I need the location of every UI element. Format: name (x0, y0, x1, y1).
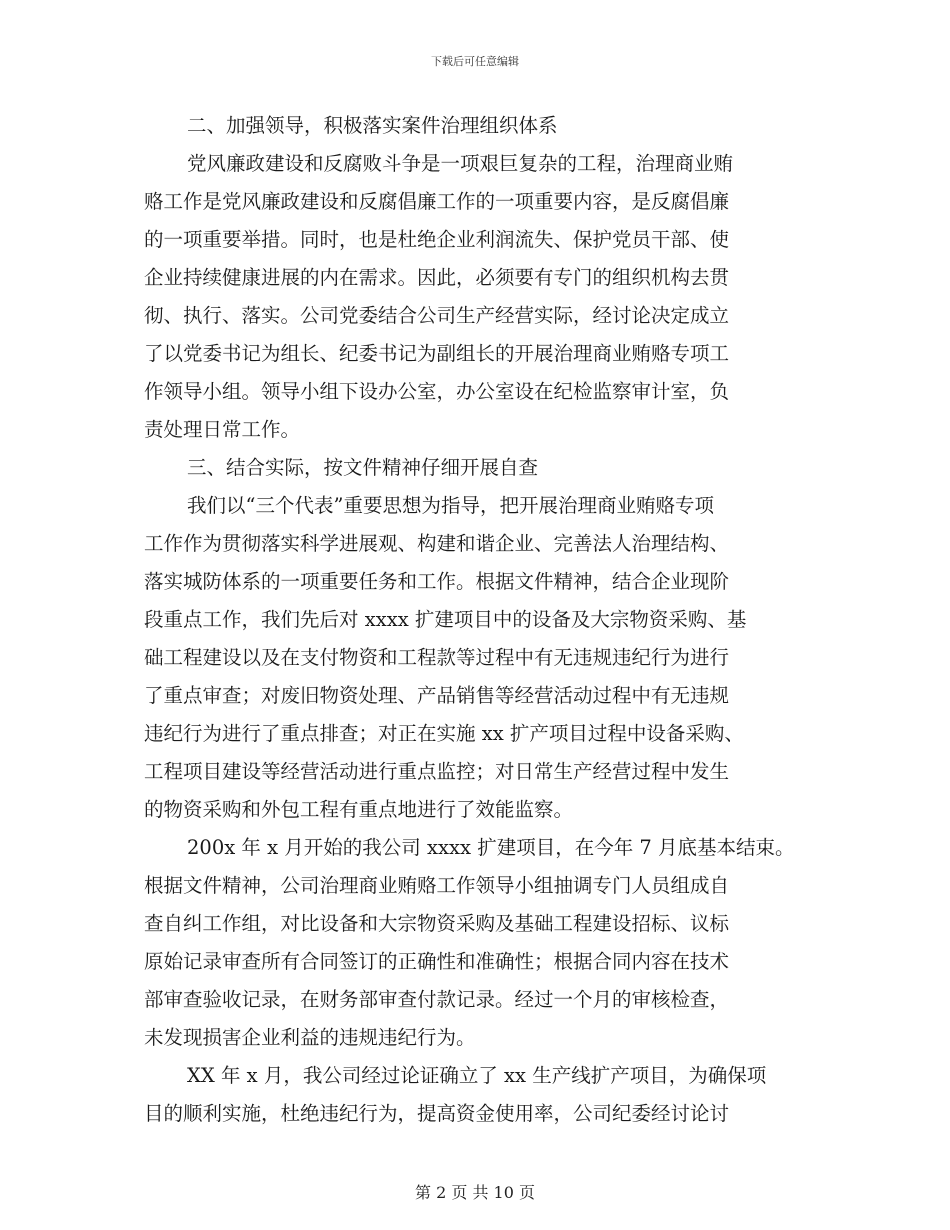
paragraph-line: 根据文件精神，公司治理商业贿赂工作领导小组抽调专门人员组成自 (144, 874, 730, 897)
paragraph-line: 工作作为贯彻落实科学进展观、构建和谐企业、完善法人治理结构、 (144, 532, 730, 555)
paragraph-line: 落实城防体系的一项重要任务和工作。根据文件精神，结合企业现阶 (144, 570, 730, 593)
paragraph-line: 段重点工作，我们先后对 xxxx 扩建项目中的设备及大宗物资采购、基 (144, 608, 747, 631)
page-number-footer: 第 2 页 共 10 页 (415, 1183, 535, 1202)
paragraph-line: 企业持续健康进展的内在需求。因此，必须要有专门的组织机构去贯 (144, 266, 730, 289)
paragraph-line: 的物资采购和外包工程有重点地进行了效能监察。 (144, 798, 574, 821)
section-heading: 三、结合实际，按文件精神仔细开展自查 (187, 456, 539, 479)
section-heading: 二、加强领导，积极落实案件治理组织体系 (187, 114, 558, 137)
paragraph-line: 原始记录审查所有合同签订的正确性和准确性；根据合同内容在技术 (144, 950, 730, 973)
paragraph-line: 的一项重要举措。同时，也是杜绝企业利润流失、保护党员干部、使 (144, 228, 730, 251)
paragraph-line: 了以党委书记为组长、纪委书记为副组长的开展治理商业贿赂专项工 (144, 342, 730, 365)
paragraph-line: 了重点审查；对废旧物资处理、产品销售等经营活动过程中有无违规 (144, 684, 730, 707)
paragraph-line: 我们以“三个代表”重要思想为指导，把开展治理商业贿赂专项 (187, 494, 714, 517)
paragraph-line: 责处理日常工作。 (144, 418, 301, 441)
paragraph-line: 未发现损害企业利益的违规违纪行为。 (144, 1026, 476, 1049)
paragraph-line: XX 年 x 月，我公司经过论证确立了 xx 生产线扩产项目，为确保项 (187, 1064, 767, 1087)
paragraph-line: 工程项目建设等经营活动进行重点监控；对日常生产经营过程中发生 (144, 760, 730, 783)
paragraph-line: 200x 年 x 月开始的我公司 xxxx 扩建项目，在今年 7 月底基本结束。 (187, 836, 795, 859)
paragraph-line: 础工程建设以及在支付物资和工程款等过程中有无违规违纪行为进行 (144, 646, 730, 669)
paragraph-line: 目的顺利实施，杜绝违纪行为，提高资金使用率，公司纪委经讨论讨 (144, 1102, 730, 1125)
paragraph-line: 彻、执行、落实。公司党委结合公司生产经营实际，经讨论决定成立 (144, 304, 730, 327)
paragraph-line: 查自纠工作组，对比设备和大宗物资采购及基础工程建设招标、议标 (144, 912, 730, 935)
paragraph-line: 作领导小组。领导小组下设办公室，办公室设在纪检监察审计室，负 (144, 380, 730, 403)
page-header-note: 下载后可任意编辑 (431, 55, 519, 68)
paragraph-line: 违纪行为进行了重点排查；对正在实施 xx 扩产项目过程中设备采购、 (144, 722, 744, 745)
paragraph-line: 党风廉政建设和反腐败斗争是一项艰巨复杂的工程，治理商业贿 (187, 152, 734, 175)
paragraph-line: 部审查验收记录，在财务部审查付款记录。经过一个月的审核检查， (144, 988, 730, 1011)
paragraph-line: 赂工作是党风廉政建设和反腐倡廉工作的一项重要内容，是反腐倡廉 (144, 190, 730, 213)
